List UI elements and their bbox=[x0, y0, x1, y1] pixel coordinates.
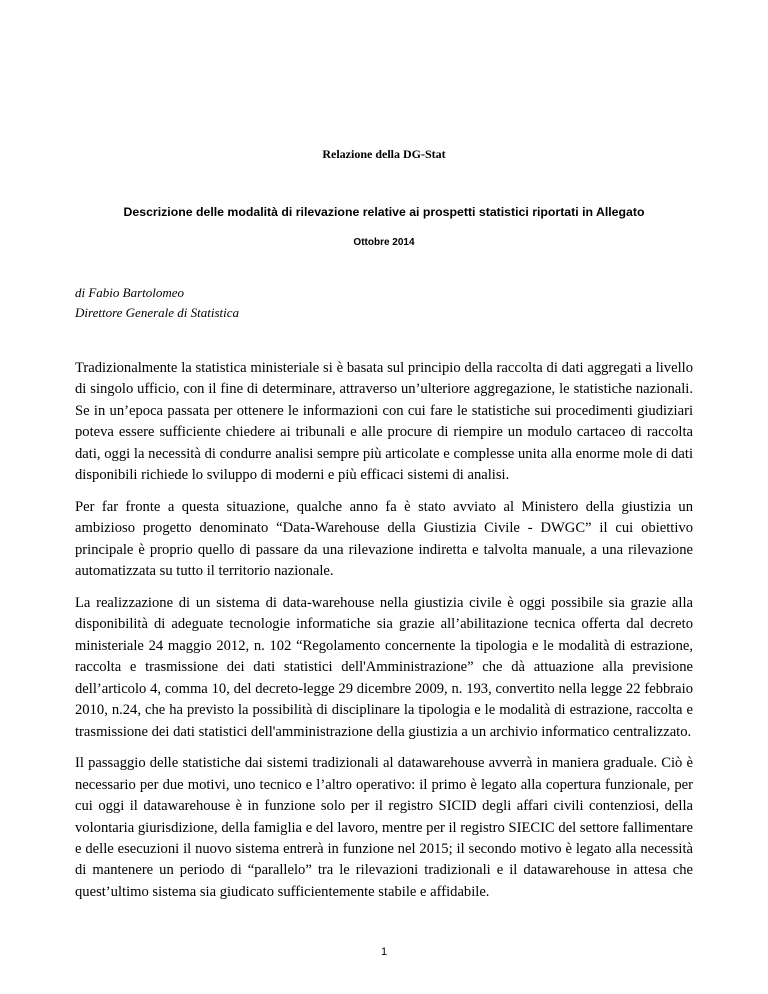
report-title: Relazione della DG-Stat bbox=[322, 147, 446, 161]
paragraph: Il passaggio delle statistiche dai sistemi tradizionali al datawarehouse avverrà in maniera graduale. Ciò è necessario per due motivi, uno tecnico e l’altro operativo: il primo è legato alla copertura funzionale, per cui oggi il datawarehouse è in funzione solo per il registro SICID degli affari civili contenziosi, della volontaria giurisdizione, della famiglia e del lavoro, mentre per il registro SIECIC del settore fallimentare e delle esecuzioni il nuovo sistema entrerà in funzione nel 2015; il secondo motivo è legato alla necessità di mantenere un periodo di “parallelo” tra le rilevazioni tradizionali e il datawarehouse in attesa che quest’ultimo sistema sia giudicato sufficientemente stabile e affidabile. bbox=[75, 755, 693, 900]
author-block bbox=[75, 283, 239, 323]
paragraph: Per far fronte a questa situazione, qualche anno fa è stato avviato al Ministero della giustizia un ambizioso progetto denominato “Data-Warehouse della Giustizia Civile - DWGC” il cui obiettivo principale è proprio quello di passare da una rilevazione indiretta e talvolta manuale, a una rilevazione automatizzata su tutto il territorio nazionale. bbox=[75, 498, 693, 580]
author-role: Direttore Generale di Statistica bbox=[75, 305, 240, 320]
body-text bbox=[75, 358, 693, 914]
author-name: di Fabio Bartolomeo bbox=[75, 285, 185, 300]
report-date: Ottobre 2014 bbox=[353, 237, 415, 248]
page-number: 1 bbox=[380, 946, 388, 958]
paragraph: La realizzazione di un sistema di data-warehouse nella giustizia civile è oggi possibile sia grazie alla disponibilità di adeguate tecnologie informatiche sia grazie all’abilitazione tecnica offerta dal decreto ministeriale 24 maggio 2012, n. 102 “Regolamento concernente la tipologia e le modalità di estrazione, raccolta e trasmissione dei dati statistici dell'Amministrazione” che dà attuazione alla previsione dell’articolo 4, comma 10, del decreto-legge 29 dicembre 2009, n. 193, convertito nella legge 22 febbraio 2010, n.24, che ha previsto la possibilità di disciplinare la tipologia e le modalità di estrazione, raccolta e trasmissione dei dati statistici dell'amministrazione della giustizia a un archivio informatico centralizzato. bbox=[75, 595, 693, 740]
report-subtitle: Descrizione delle modalità di rilevazione relative ai prospetti statistici riportati in Allegato bbox=[123, 205, 645, 219]
paragraph: Tradizionalmente la statistica ministeriale si è basata sul principio della raccolta di dati aggregati a livello di singolo ufficio, con il fine di determinare, attraverso un’ulteriore aggregazione, le statistiche nazionali. Se in un’epoca passata per ottenere le informazioni con cui fare le statistiche sui procedimenti giudiziari poteva essere sufficiente chiedere ai tribunali e alle procure di riempire un modulo cartaceo di raccolta dati, oggi la necessità di condurre analisi sempre più articolate e complesse unita alla enorme mole di dati disponibili richiede lo sviluppo di moderni e più efficaci sistemi di analisi. bbox=[75, 360, 693, 484]
